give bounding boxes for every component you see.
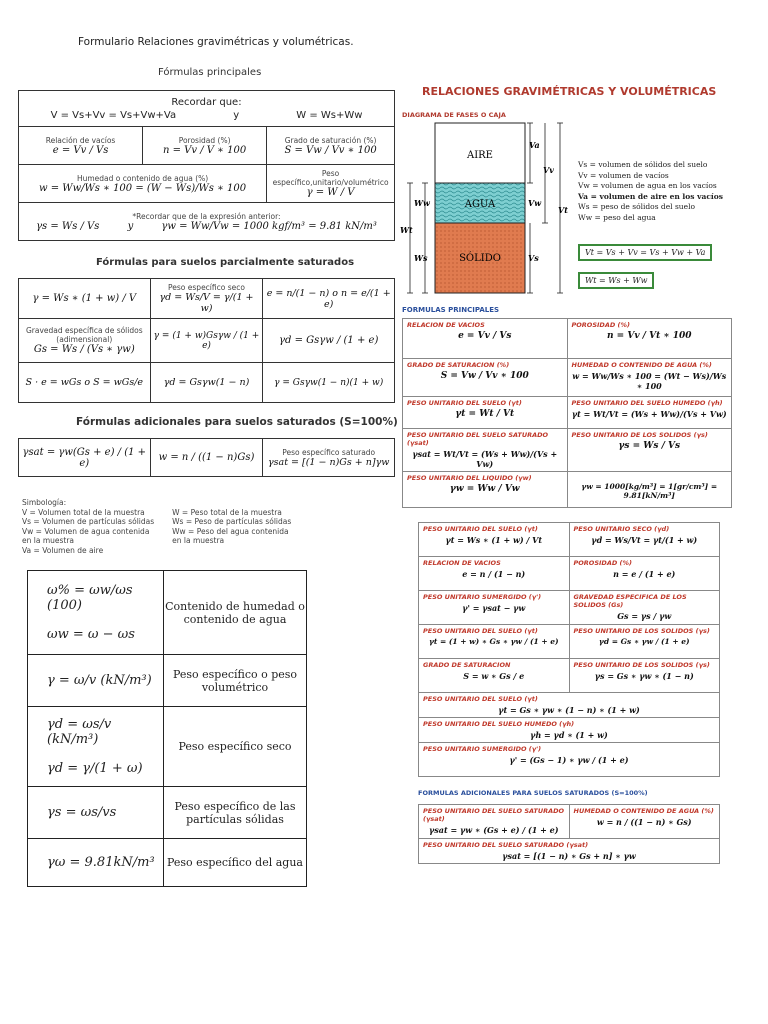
volume-sum-box: Vt = Vs + Vv = Vs + Vw + Va [578,244,712,261]
rp-cell-3: GRADO DE SATURACION (%) S = Vw / Vv ∗ 100 [403,359,568,397]
rs-cell-12: PESO UNITARIO DEL SUELO HUMEDO (γh) γh = γd ∗ (1 + w) [419,718,720,743]
diagram-title: DIAGRAMA DE FASES O CAJA [402,111,506,119]
cell-saturation: Grado de saturación (%) S = Vw / Vv ∗ 100 [267,127,395,165]
partial-cell-7: S · e = wGs o S = wGs/e [19,363,151,403]
partial-cell-3: e = n/(1 − n) o n = e/(1 + e) [263,279,395,319]
big-formula-unit-weight: γ = ω/v (kN/m³) [28,655,164,707]
rs-cell-4: POROSIDAD (%) n = e / (1 + e) [569,557,720,591]
rp-cell-1: RELACION DE VACIOS e = Vv / Vs [403,319,568,359]
dim-vs: Vs [528,253,539,263]
dim-vt: Vt [558,205,568,215]
water-unit-weight-formula: γw = Ww/Vw = 1000 kgf/m³ = 9.81 kN/m³ [161,220,377,232]
phase-legend: Vs = volumen de sólidos del suelo Vv = volumen de vacíos Vw = volumen de agua en los vacíos Va = volumen de aire en los vacíos Ws = peso de sólidos del suelo Ww = peso del agua [578,160,723,222]
section-title-principal: Fórmulas principales [158,67,262,78]
remember-and: y [233,109,240,121]
rs-cell-3: RELACION DE VACIOS e = n / (1 − n) [419,557,570,591]
partial-cell-4: Gravedad específica de sólidos (adimensional) Gs = Ws / (Vs ∗ γw) [19,319,151,363]
partial-cell-1: γ = Ws ∗ (1 + w) / V [19,279,151,319]
principal-formulas-table [18,90,395,241]
right-principal-table [402,318,732,508]
rs-cell-2: PESO UNITARIO SECO (γd) γd = Ws/Vt = γt/(1 + w) [569,523,720,557]
big-formula-dry-weight: γd = ωs/v (kN/m³) γd = γ/(1 + ω) [28,707,164,787]
section-title-saturated: Fórmulas adicionales para suelos saturados (S=100%) [76,416,398,428]
remember-eq-weight: W = Ws+Ww [296,109,363,121]
dim-vv: Vv [543,165,554,175]
dim-vw: Vw [528,198,542,208]
cell-void-ratio: Relación de vacíos e = Vv / Vs [19,127,143,165]
weight-sum-box: Wt = Ws + Ww [578,272,654,289]
big-desc-water-content: Contenido de humedad o contenido de agua [164,571,307,655]
saturated-table [18,438,395,477]
rp-cell-10: γw = 1000[kg/m³] = 1[gr/cm³] = 9.81[kN/m³] [567,472,732,508]
saturated-title-right: FORMULAS ADICIONALES PARA SUELOS SATURADOS (S=100%) [418,789,648,797]
rs-cell-1: PESO UNITARIO DEL SUELO (γt) γt = Ws ∗ (1 + w) / Vt [419,523,570,557]
saturated-cell-2: w = n / ((1 − n)Gs) [150,439,263,477]
principal-title-right: FORMULAS PRINCIPALES [402,306,500,314]
rs-cell-5: PESO UNITARIO SUMERGIDO (γ') γ' = γsat − γw [419,591,570,625]
rs-cell-6: GRAVEDAD ESPECIFICA DE LOS SOLIDOS (Gs) Gs = γs / γw [569,591,720,625]
rs-cell-11: PESO UNITARIO DEL SUELO (γt) γt = Gs ∗ γw ∗ (1 − n) ∗ (1 + w) [419,693,720,718]
big-desc-solids-weight: Peso específico de las partículas sólidas [164,787,307,839]
rp-cell-8: PESO UNITARIO DE LOS SOLIDOS (γs) γs = Ws / Vs [567,429,732,472]
symbology [22,498,291,555]
rp-cell-6: PESO UNITARIO DEL SUELO HUMEDO (γh) γt = Wt/Vt = (Ws + Ww)/(Vs + Vw) [567,397,732,429]
dim-va: Va [529,140,540,150]
air-label: AIRE [466,150,494,161]
dim-ww: Ww [414,198,430,208]
section-title-partial: Fórmulas para suelos parcialmente saturados [96,257,355,268]
partial-saturated-table [18,278,395,403]
rp-cell-2: POROSIDAD (%) n = Vv / Vt ∗ 100 [567,319,732,359]
cell-unit-weight: Peso específico,unitario/volumétrico γ = W / V [267,165,395,203]
rs-cell-13: PESO UNITARIO SUMERGIDO (γ') γ' = (Gs − 1) ∗ γw / (1 + e) [419,743,720,777]
rp-cell-5: PESO UNITARIO DEL SUELO (γt) γt = Wt / Vt [403,397,568,429]
cell-specific-weights: *Recordar que de la expresión anterior: γs = Ws / Vs y γw = Ww/Vw = 1000 kgf/m³ = 9.81 kN/m³ [19,203,395,241]
rsat-cell-3: PESO UNITARIO DEL SUELO SATURADO (γsat) γsat = [(1 − n) ∗ Gs + n] ∗ γw [419,839,720,864]
remember-heading: Recordar que: [171,96,242,108]
symbology-heading: Simbología: [22,498,67,507]
partial-cell-9: γ = Gsγw(1 − n)(1 + w) [263,363,395,403]
rp-cell-9: PESO UNITARIO DEL LIQUIDO (γw) γw = Ww / Vw [403,472,568,508]
rp-cell-7: PESO UNITARIO DEL SUELO SATURADO (γsat) γsat = Wt/Vt = (Ws + Ww)/(Vs + Vw) [403,429,568,472]
big-formula-solids-weight: γs = ωs/vs [28,787,164,839]
right-saturated-table [418,804,720,864]
water-label: AGUA [464,199,496,210]
rp-cell-4: HUMEDAD O CONTENIDO DE AGUA (%) w = Ww/Ws ∗ 100 = (Wt − Ws)/Ws ∗ 100 [567,359,732,397]
rs-cell-7: PESO UNITARIO DEL SUELO (γt) γt = (1 + w) ∗ Gs ∗ γw / (1 + e) [419,625,570,659]
partial-cell-8: γd = Gsγw(1 − n) [150,363,263,403]
big-desc-dry-weight: Peso específico seco [164,707,307,787]
page-title: Formulario Relaciones gravimétricas y volumétricas. [78,36,354,48]
partial-cell-6: γd = Gsγw / (1 + e) [263,319,395,363]
partial-cell-5: γ = (1 + w)Gsγw / (1 + e) [150,319,263,363]
rs-cell-9: GRADO DE SATURACION S = w ∗ Gs / e [419,659,570,693]
symbology-left: V = Volumen total de la muestra Vs = Volumen de partículas sólidas Vw = Volumen de agua contenida en la muestra Va = Volumen de aire [22,507,155,555]
rs-cell-8: PESO UNITARIO DE LOS SOLIDOS (γs) γd = Gs ∗ γw / (1 + e) [569,625,720,659]
solid-label: SÓLIDO [459,253,501,264]
big-formula-water-weight: γω = 9.81kN/m³ [28,839,164,887]
saturated-cell-3: Peso específico saturado γsat = [(1 − n)Gs + n]γw [263,439,395,477]
right-title: RELACIONES GRAVIMÉTRICAS Y VOLUMÉTRICAS [422,85,717,98]
dim-ws: Ws [414,253,428,263]
rsat-cell-1: PESO UNITARIO DEL SUELO SATURADO (γsat) γsat = γw ∗ (Gs + e) / (1 + e) [419,805,570,839]
right-second-table [418,522,720,777]
rsat-cell-2: HUMEDAD O CONTENIDO DE AGUA (%) w = n / ((1 − n) ∗ Gs) [569,805,720,839]
solids-unit-weight-formula: γs = Ws / Vs [36,220,100,232]
big-formula-water-content: ω% = ωw/ωs (100) ωw = ω − ωs [28,571,164,655]
remember-cell [19,91,395,127]
big-desc-water-weight: Peso específico del agua [164,839,307,887]
symbol-formula-table [27,570,307,887]
cell-porosity: Porosidad (%) n = Vv / V ∗ 100 [143,127,267,165]
dim-wt: Wt [400,225,413,235]
cell-water-content: Humedad o contenido de agua (%) w = Ww/Ws ∗ 100 = (W − Ws)/Ws ∗ 100 [19,165,267,203]
big-desc-unit-weight: Peso específico o peso volumétrico [164,655,307,707]
saturated-cell-1: γsat = γw(Gs + e) / (1 + e) [19,439,151,477]
rs-cell-10: PESO UNITARIO DE LOS SOLIDOS (γs) γs = Gs ∗ γw ∗ (1 − n) [569,659,720,693]
phase-diagram [400,118,570,298]
symbology-right: W = Peso total de la muestra Ws = Peso de partículas sólidas Ww = Peso del agua contenida en la muestra [172,507,292,545]
partial-cell-2: Peso específico seco γd = Ws/V = γ/(1 + w) [150,279,263,319]
remember-eq-volume: V = Vs+Vv = Vs+Vw+Va [50,109,177,121]
